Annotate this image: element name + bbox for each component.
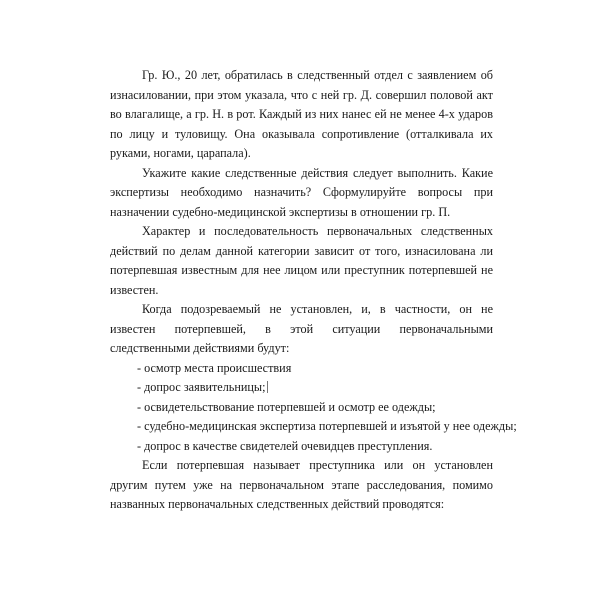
- paragraph-task: Укажите какие следственные действия следует выполнить. Какие экспертизы необходимо назначить? Сформулируйте вопросы при назначении судебно-медицинской экспертизы в отношении гр. П.: [110, 165, 493, 219]
- list-item: [110, 378, 493, 398]
- paragraph-case-description: Гр. Ю., 20 лет, обратилась в следственный отдел с заявлением об изнасиловании, при этом указала, что с ней гр. Д. совершил половой акт во влагалище, а гр. Н. в рот. Каждый из них нанес ей не менее 4-х ударов по лицу и туловищу. Она оказывала сопротивление (отталкивала их руками, ногами, царапала).: [110, 68, 493, 160]
- list-item: - допрос в качестве свидетелей очевидцев преступления.: [137, 438, 433, 453]
- document-body: [110, 66, 517, 515]
- paragraph-investigation-nature: Характер и последовательность первоначальных следственных действий по делам данной категории зависит от того, изнасилована ли потерпевшая известным для нее лицом или преступник потерпевшей не известен.: [110, 224, 493, 297]
- paragraph-known-suspect: Если потерпевшая называет преступника или он установлен другим путем уже на первоначальном этапе расследования, помимо названных первоначальных следственных действий проводятся:: [110, 458, 493, 511]
- list-item-text: - допрос заявительницы;: [137, 380, 266, 394]
- list-item: - освидетельствование потерпевшей и осмотр ее одежды;: [137, 399, 436, 414]
- list-item: - осмотр места происшествия: [137, 360, 292, 375]
- text-cursor: [267, 381, 268, 393]
- list-item: - судебно-медицинская экспертиза потерпевшей и изъятой у нее одежды;: [137, 419, 517, 433]
- paragraph-unknown-suspect: Когда подозреваемый не установлен, и, в частности, он не известен потерпевшей, в этой ситуации первоначальными следственными действиями будут:: [110, 302, 493, 355]
- investigative-actions-list: [110, 359, 517, 457]
